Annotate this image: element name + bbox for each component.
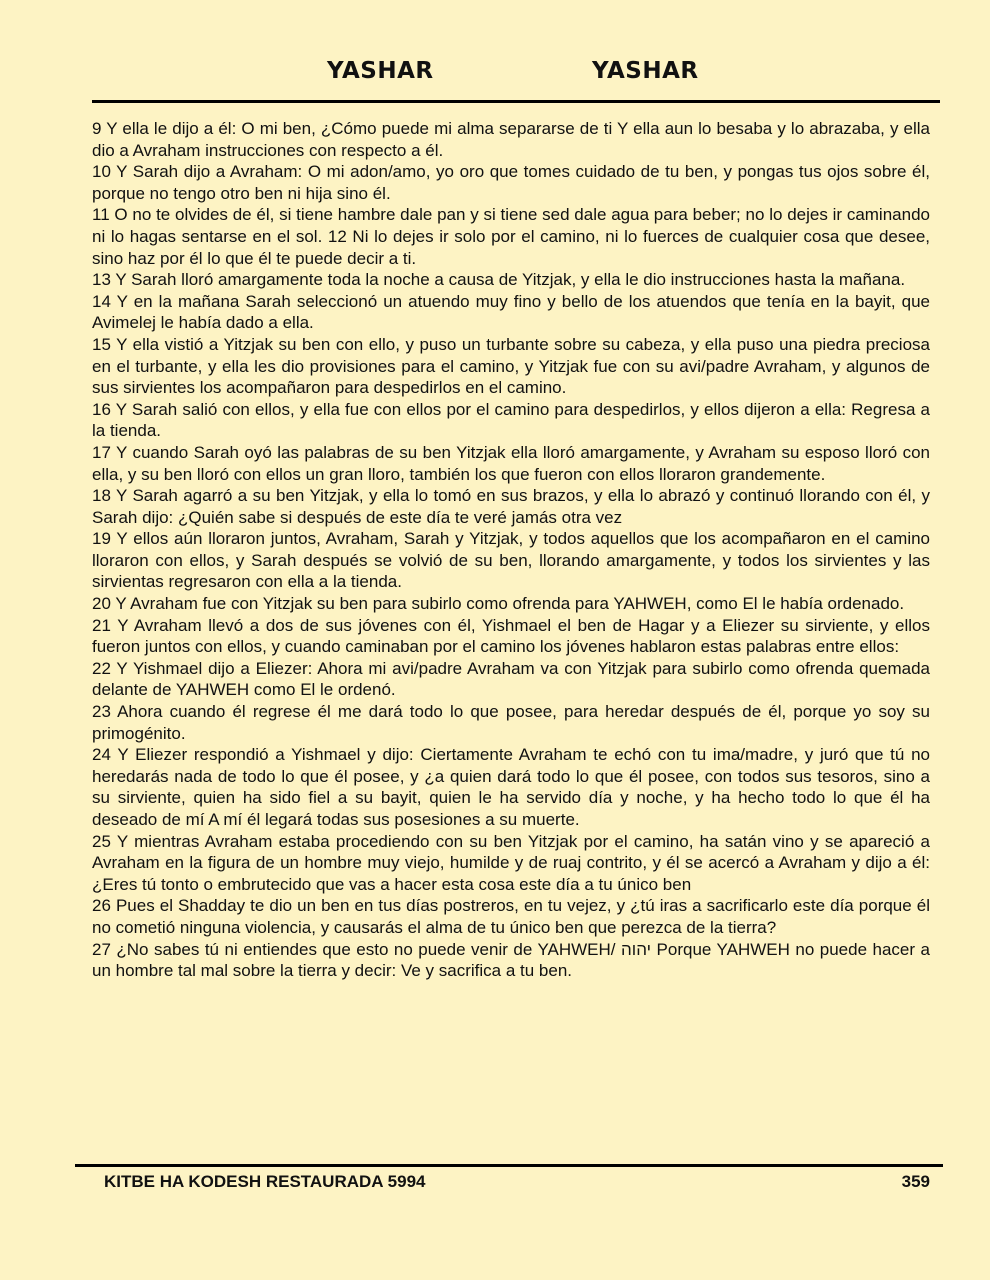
verse-13: 13 Y Sarah lloró amargamente toda la noche a causa de Yitzjak, y ella le dio instrucciones hasta la mañana.	[92, 270, 906, 290]
verse-11-12: 11 O no te olvides de él, si tiene hambre dale pan y si tiene sed dale agua para beber; no lo dejes ir caminando ni lo hagas sentarse en el sol. 12 Ni lo dejes ir solo por el camino, ni lo fuerces de cualquier cosa que desee, sino haz por él lo que él te puede decir a ti.	[92, 205, 930, 268]
verse-23: 23 Ahora cuando él regrese él me dará todo lo que posee, para heredar después de él, porque yo soy su primogénito.	[92, 702, 930, 743]
verse-16: 16 Y Sarah salió con ellos, y ella fue con ellos por el camino para despedirlos, y ellos dijeron a ella: Regresa a la tienda.	[92, 399, 930, 441]
verse-24: 24 Y Eliezer respondió a Yishmael y dijo: Ciertamente Avraham te echó con tu ima/madre, y juró que tú no heredarás nada de todo lo que él posee, y ¿a quien dará todo lo que él posee, con todos sus tesoros, sino a su sirviente, quien ha sido fiel a su bayit, quien le ha servido día y noche, y ha hecho todo lo que él ha deseado de mí A mí él legará todas sus posesiones a su muerte.	[92, 745, 930, 829]
verse-14: 14 Y en la mañana Sarah seleccionó un atuendo muy fino y bello de los atuendos que tenía en la bayit, que Avimelej le había dado a ella.	[92, 291, 930, 333]
verse-26: 26 Pues el Shadday te dio un ben en tus días postreros, en tu vejez, y ¿tú iras a sacrificarlo este día porque él no cometió ninguna violencia, y causarás el alma de tu único ben que perezca de la tierra?	[92, 896, 930, 937]
verse-20: 20 Y Avraham fue con Yitzjak su ben para subirlo como ofrenda para YAHWEH, como El le había ordenado.	[92, 594, 905, 614]
footer-book-title: KITBE HA KODESH RESTAURADA 5994	[104, 1172, 426, 1191]
header-rule	[92, 100, 940, 103]
page-number: 359	[901, 1172, 930, 1191]
verse-18: 18 Y Sarah agarró a su ben Yitzjak, y ella lo tomó en sus brazos, y ella lo abrazó y continuó llorando con él, y Sarah dijo: ¿Quién sabe si después de este día te veré jamás otra vez	[92, 486, 930, 527]
verse-17: 17 Y cuando Sarah oyó las palabras de su ben Yitzjak ella lloró amargamente, y Avraham su esposo lloró con ella, y su ben lloró con ellos un gran lloro, también los que fueron con ellos lloraron grandemente.	[92, 442, 930, 484]
verse-27: 27 ¿No sabes tú ni entiendes que esto no puede venir de YAHWEH/ יהוה Porque YAHWEH no puede hacer a un hombre tal mal sobre la tierra y decir: Ve y sacrifica a tu ben.	[92, 939, 930, 981]
verse-text	[92, 118, 930, 982]
verse-19: 19 Y ellos aún lloraron juntos, Avraham, Sarah y Yitzjak, y todos aquellos que los acompañaron en el camino lloraron con ellos, y Sarah después se volvió de su ben, llorando amargamente, y todos los sirvientes y las sirvientas regresaron con ella a la tienda.	[92, 529, 930, 592]
verse-21: 21 Y Avraham llevó a dos de sus jóvenes con él, Yishmael el ben de Hagar y a Eliezer su sirviente, y ellos fueron juntos con ellos, y cuando caminaban por el camino los jóvenes hablaron estas palabras entre ellos:	[92, 615, 930, 657]
header-title-left: YASHAR	[327, 58, 434, 84]
verse-10: 10 Y Sarah dijo a Avraham: O mi adon/amo, yo oro que tomes cuidado de tu ben, y pongas tus ojos sobre él, porque no tengo otro ben ni hija sino él.	[92, 162, 930, 203]
verse-9: 9 Y ella le dijo a él: O mi ben, ¿Cómo puede mi alma separarse de ti Y ella aun lo besaba y lo abrazaba, y ella dio a Avraham instrucciones con respecto a él.	[92, 119, 930, 160]
verse-25: 25 Y mientras Avraham estaba procediendo con su ben Yitzjak por el camino, ha satán vino y se apareció a Avraham en la figura de un hombre muy viejo, humilde y de ruaj contrito, y él se acercó a Avraham y dijo a él: ¿Eres tú tonto o embrutecido que vas a hacer esta cosa este día a tu único ben	[92, 831, 930, 894]
footer-rule	[75, 1164, 943, 1167]
verse-22: 22 Y Yishmael dijo a Eliezer: Ahora mi avi/padre Avraham va con Yitzjak para subirlo como ofrenda quemada delante de YAHWEH como El le ordenó.	[92, 658, 930, 700]
header-title-right: YASHAR	[592, 58, 699, 84]
running-header	[0, 58, 990, 92]
verse-15: 15 Y ella vistió a Yitzjak su ben con ello, y puso un turbante sobre su cabeza, y ella puso una piedra preciosa en el turbante, y ella les dio provisiones para el camino, y Yitzjak fue con su avi/padre Avraham, y algunos de sus sirvientes los acompañaron para despedirlos en el camino.	[92, 334, 930, 398]
